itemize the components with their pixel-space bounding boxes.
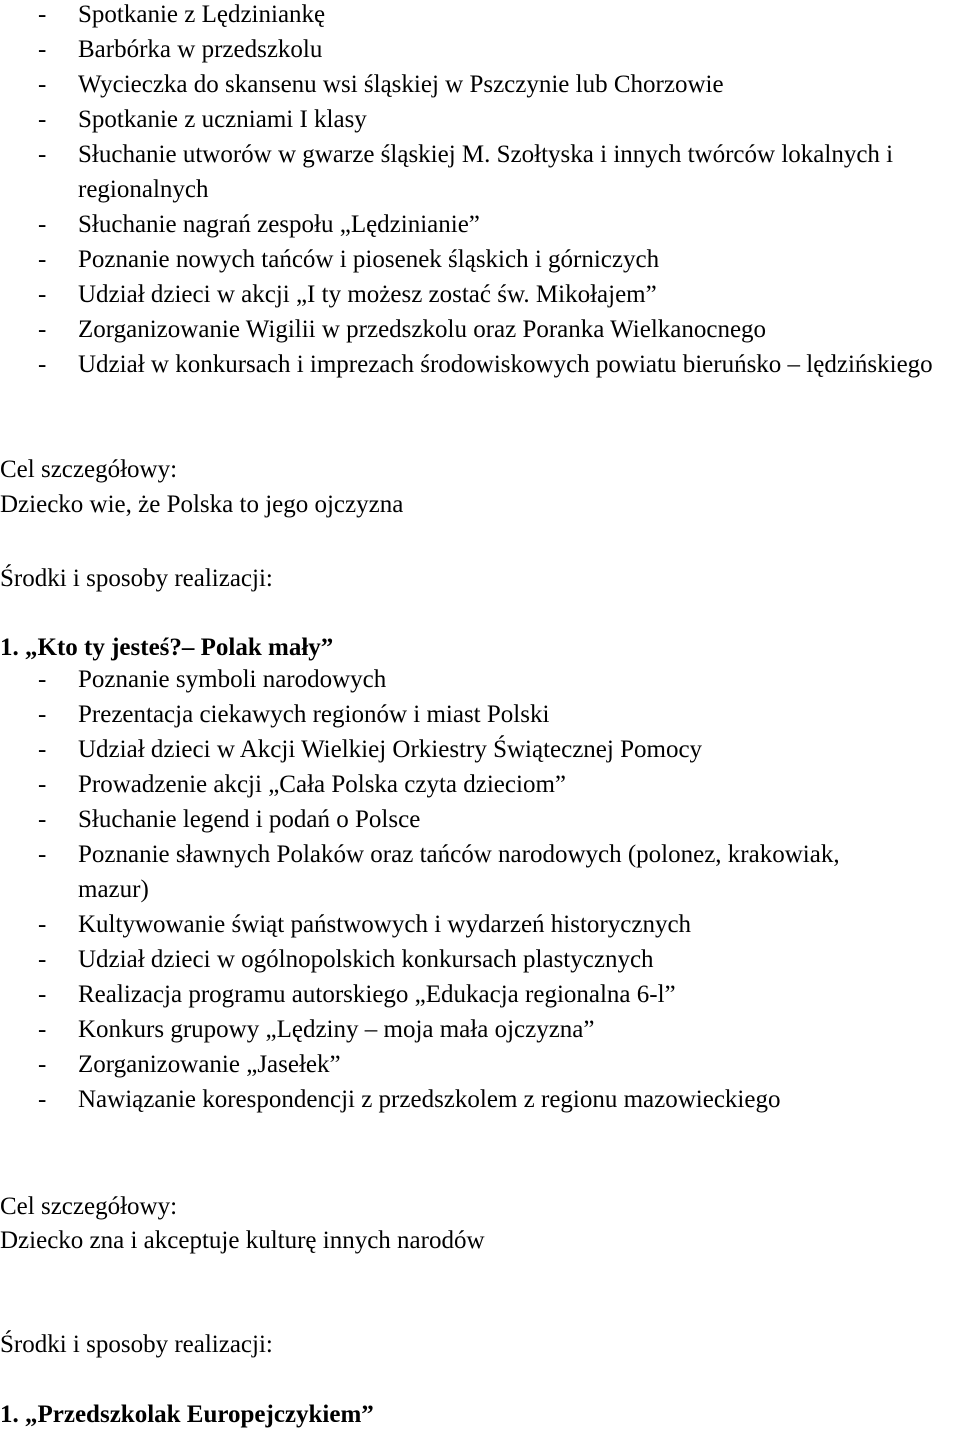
list-item	[0, 102, 960, 137]
list-item	[0, 697, 960, 732]
list-item-text: Wycieczka do skansenu wsi śląskiej w Pszczynie lub Chorzowie	[78, 71, 724, 98]
list-item-text: Słuchanie legend i podań o Polsce	[78, 806, 421, 833]
goal-text-2: Dziecko zna i akceptuje kulturę innych narodów	[0, 1227, 485, 1254]
list-item-text: Udział dzieci w Akcji Wielkiej Orkiestry Świątecznej Pomocy	[78, 736, 703, 763]
list-item	[0, 942, 960, 977]
list-dash: -	[38, 946, 47, 973]
list-item	[0, 767, 960, 802]
goal-heading-2: Cel szczegółowy:	[0, 1193, 178, 1220]
list-item-text: Poznanie sławnych Polaków oraz tańców narodowych (polonez, krakowiak, mazur)	[78, 841, 840, 903]
list-dash: -	[38, 911, 47, 938]
list-item-text: Zorganizowanie Wigilii w przedszkolu oraz Poranka Wielkanocnego	[78, 316, 767, 343]
list-item-text: Słuchanie nagrań zespołu „Lędzinianie”	[78, 211, 480, 238]
goal-heading-1: Cel szczegółowy:	[0, 456, 178, 483]
list-dash: -	[38, 106, 47, 133]
list-item	[0, 137, 960, 207]
list-item	[0, 1082, 960, 1117]
list-item-text: Udział dzieci w ogólnopolskich konkursach plastycznych	[78, 946, 654, 973]
list-dash: -	[38, 281, 47, 308]
list-item	[0, 907, 960, 942]
list-dash: -	[38, 736, 47, 763]
list-dash: -	[38, 36, 47, 63]
list-item	[0, 0, 960, 32]
list-dash: -	[38, 841, 47, 868]
list-item	[0, 662, 960, 697]
list-item	[0, 312, 960, 347]
activity-list-poland	[0, 662, 960, 1117]
list-dash: -	[38, 71, 47, 98]
list-dash: -	[38, 666, 47, 693]
list-item-text: Spotkanie z uczniami I klasy	[78, 106, 367, 133]
list-item-text: Nawiązanie korespondencji z przedszkolem z regionu mazowieckiego	[78, 1086, 781, 1113]
means-heading-1: Środki i sposoby realizacji:	[0, 565, 273, 592]
list-item-text: Prowadzenie akcji „Cała Polska czyta dzieciom”	[78, 771, 566, 798]
list-item	[0, 347, 960, 382]
list-item	[0, 1012, 960, 1047]
list-dash: -	[38, 806, 47, 833]
list-item-text: Realizacja programu autorskiego „Edukacja regionalna 6-l”	[78, 981, 676, 1008]
list-dash: -	[38, 1016, 47, 1043]
list-item	[0, 67, 960, 102]
list-dash: -	[38, 1051, 47, 1078]
list-dash: -	[38, 701, 47, 728]
list-item-text: Słuchanie utworów w gwarze śląskiej M. Szołtyska i innych twórców lokalnych i regionalnych	[78, 141, 894, 203]
list-item	[0, 837, 960, 907]
activity-list-region	[0, 0, 960, 382]
list-item	[0, 32, 960, 67]
list-item-text: Prezentacja ciekawych regionów i miast Polski	[78, 701, 550, 728]
list-dash: -	[38, 981, 47, 1008]
list-dash: -	[38, 211, 47, 238]
goal-text-1: Dziecko wie, że Polska to jego ojczyzna	[0, 491, 404, 518]
list-item-text: Spotkanie z Lędziniankę	[78, 1, 326, 28]
list-item	[0, 242, 960, 277]
list-item-text: Zorganizowanie „Jasełek”	[78, 1051, 341, 1078]
item-title-2: 1. „Przedszkolak Europejczykiem”	[0, 1401, 374, 1428]
list-item	[0, 802, 960, 837]
list-item-text: Kultywowanie świąt państwowych i wydarzeń historycznych	[78, 911, 692, 938]
item-title-1: 1. „Kto ty jesteś?– Polak mały”	[0, 634, 334, 661]
list-item-text: Udział dzieci w akcji „I ty możesz zostać św. Mikołajem”	[78, 281, 657, 308]
list-dash: -	[38, 1086, 47, 1113]
list-item	[0, 277, 960, 312]
list-item	[0, 1047, 960, 1082]
list-item-text: Barbórka w przedszkolu	[78, 36, 323, 63]
list-item-text: Konkurs grupowy „Lędziny – moja mała ojczyzna”	[78, 1016, 595, 1043]
list-dash: -	[38, 351, 47, 378]
means-heading-2: Środki i sposoby realizacji:	[0, 1331, 273, 1358]
list-item-text: Poznanie symboli narodowych	[78, 666, 387, 693]
list-item-text: Poznanie nowych tańców i piosenek śląskich i górniczych	[78, 246, 660, 273]
list-item	[0, 732, 960, 767]
list-dash: -	[38, 316, 47, 343]
list-dash: -	[38, 771, 47, 798]
list-dash: -	[38, 141, 47, 168]
list-dash: -	[38, 246, 47, 273]
list-item	[0, 977, 960, 1012]
list-item	[0, 207, 960, 242]
list-item-text: Udział w konkursach i imprezach środowiskowych powiatu bieruńsko – lędzińskiego	[78, 351, 933, 378]
list-dash: -	[38, 1, 47, 28]
